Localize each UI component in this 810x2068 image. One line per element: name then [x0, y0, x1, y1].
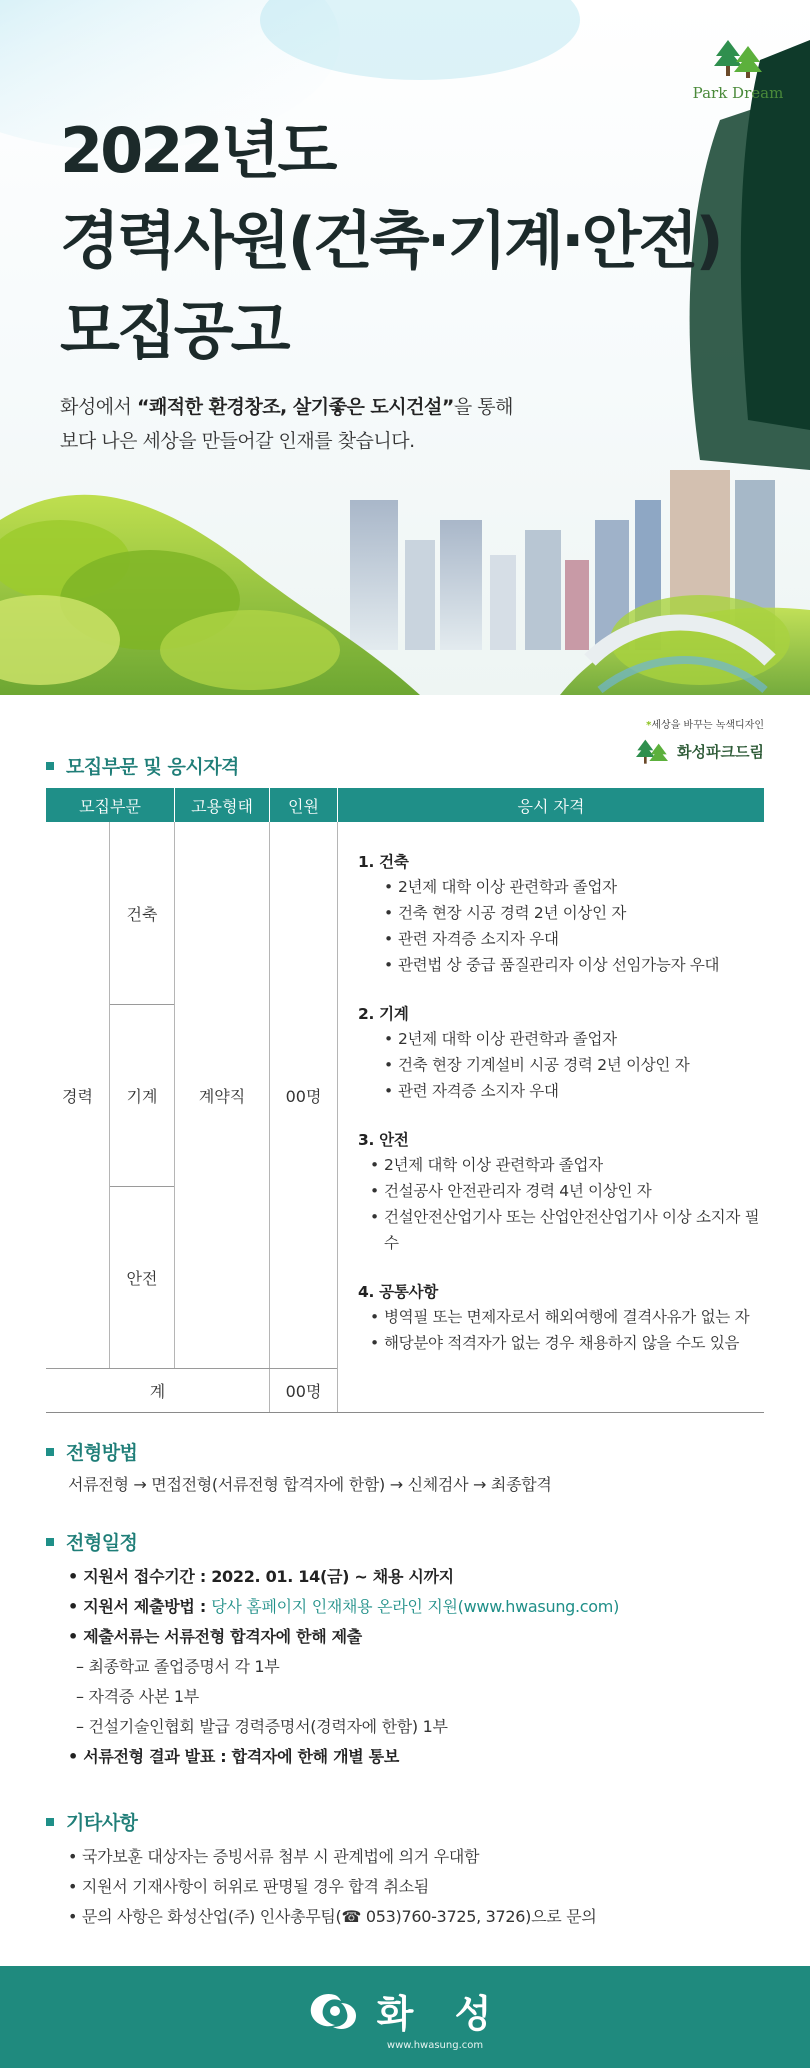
list-item: • 2년제 대학 이상 관련학과 졸업자 [358, 1152, 764, 1178]
subtitle-line2: 보다 나은 세상을 만들어갈 인재를 찾습니다. [60, 430, 415, 452]
group-title: 4. 공통사항 [358, 1283, 438, 1301]
group-title: 1. 건축 [358, 853, 409, 871]
section-title: 모집부문 및 응시자격 [66, 756, 239, 778]
list-item: • 건설안전산업기사 또는 산업안전산업기사 이상 소지자 필수 [358, 1204, 764, 1256]
method-label: • 지원서 제출방법 : [68, 1597, 212, 1616]
employment-type: 계약직 [198, 1086, 246, 1106]
list-item: – 건설기술인협회 발급 경력증명서(경력자에 한함) 1부 [76, 1717, 448, 1736]
list-item: • 문의 사항은 화성산업(주) 인사총무팀(☎ 053)760-3725, 3726)으로 문의 [68, 1907, 597, 1926]
process-text: 서류전형 → 면접전형(서류전형 합격자에 한함) → 신체검사 → 최종합격 [68, 1475, 552, 1494]
page-title [60, 114, 721, 367]
title-year: 2022년도 [60, 114, 335, 187]
subtitle-slogan: “쾌적한 환경창조, 살기좋은 도시건설” [136, 396, 454, 418]
qualification-group [358, 850, 764, 978]
bullet-square-icon [46, 1538, 54, 1546]
section-title: 전형일정 [66, 1532, 138, 1554]
bullet-square-icon [46, 1818, 54, 1826]
title-position: 경력사원(건축·기계·안전) [60, 204, 721, 277]
header-field: 모집부문 [46, 788, 174, 822]
list-item: • 관련법 상 중급 품질관리자 이상 선임가능자 우대 [358, 952, 764, 978]
section-heading-etc [46, 1808, 137, 1835]
qualification-group [358, 1128, 764, 1256]
section-heading-qualifications [46, 752, 239, 779]
list-item: • 건축 현장 시공 경력 2년 이상인 자 [358, 900, 764, 926]
method-link[interactable]: 당사 홈페이지 인재채용 온라인 지원(www.hwasung.com) [211, 1597, 620, 1616]
list-item: – 최종학교 졸업증명서 각 1부 [76, 1657, 280, 1676]
brand-name [633, 737, 764, 765]
category-cell: 경력 [62, 1086, 93, 1106]
brand-slogan [633, 716, 764, 731]
header-count: 인원 [270, 788, 337, 822]
footer-url[interactable]: www.hwasung.com [386, 2040, 484, 2051]
tree-logo-icon [710, 36, 766, 78]
section-heading-process [46, 1438, 137, 1465]
subtitle-suffix: 을 통해 [453, 396, 513, 418]
schedule-list [68, 1562, 619, 1772]
bullet-square-icon [46, 762, 54, 770]
qualifications-list [338, 828, 764, 1380]
subtitle-prefix: 화성에서 [60, 396, 137, 418]
group-title: 2. 기계 [358, 1005, 409, 1023]
field-architecture: 건축 [126, 904, 158, 924]
list-item: • 관련 자격증 소지자 우대 [358, 926, 764, 952]
list-item: • 해당분야 적격자가 없는 경우 채용하지 않을 수도 있음 [358, 1330, 764, 1356]
section-title: 전형방법 [66, 1442, 138, 1464]
list-item: • 2년제 대학 이상 관련학과 졸업자 [358, 874, 764, 900]
tree-logo-icon [633, 737, 671, 765]
total-count: 00명 [285, 1382, 322, 1401]
park-dream-logo [688, 36, 788, 102]
list-item: • 국가보훈 대상자는 증빙서류 첨부 시 관계법에 의거 우대함 [68, 1847, 480, 1866]
table-bottom-line [46, 1412, 764, 1413]
list-item: • 병역필 또는 면제자로서 해외여행에 결격사유가 없는 자 [358, 1304, 764, 1330]
hero-banner [0, 0, 810, 695]
footer-company-name: 화 성 [376, 1992, 506, 2036]
recruitment-table [46, 788, 764, 1412]
headcount: 00명 [285, 1086, 322, 1106]
total-label: 계 [149, 1382, 166, 1401]
footer-bar [0, 1966, 810, 2068]
bullet-square-icon [46, 1448, 54, 1456]
list-item: • 건설공사 안전관리자 경력 4년 이상인 자 [358, 1178, 764, 1204]
list-item: – 자격증 사본 1부 [76, 1687, 199, 1706]
field-safety: 안전 [126, 1269, 158, 1288]
header-divider [337, 788, 338, 822]
header-divider [269, 788, 270, 822]
list-item: • 제출서류는 서류전형 합격자에 한해 제출 [68, 1627, 362, 1646]
slogan-star: * [646, 720, 652, 731]
header-employment: 고용형태 [175, 788, 269, 822]
header-divider [174, 788, 175, 822]
title-notice: 모집공고 [60, 294, 288, 367]
list-item [68, 1562, 619, 1592]
list-item: • 지원서 기재사항이 허위로 판명될 경우 합격 취소됨 [68, 1877, 429, 1896]
list-item [68, 1592, 619, 1622]
list-item: • 서류전형 결과 발표 : 합격자에 한해 개별 통보 [68, 1747, 399, 1766]
qualification-group [358, 1280, 764, 1356]
group-title: 3. 안전 [358, 1131, 409, 1149]
park-dream-text: Park Dream [692, 84, 784, 102]
brand-name-text: 화성파크드림 [677, 742, 764, 761]
field-mechanical: 기계 [126, 1087, 158, 1106]
footer-logo [305, 1983, 506, 2038]
etc-list [68, 1842, 597, 1932]
section-heading-schedule [46, 1528, 137, 1555]
header-qualification: 응시 자격 [338, 788, 764, 822]
hero-subtitle [60, 390, 513, 458]
list-item: • 건축 현장 기계설비 시공 경력 2년 이상인 자 [358, 1052, 764, 1078]
slogan-text: 세상을 바꾸는 녹색디자인 [651, 720, 764, 731]
section-title: 기타사항 [66, 1812, 138, 1834]
hwasung-logo-icon [305, 1989, 363, 2033]
list-item: • 관련 자격증 소지자 우대 [358, 1078, 764, 1104]
list-item: • 2년제 대학 이상 관련학과 졸업자 [358, 1026, 764, 1052]
brand-strip [633, 716, 764, 769]
period-text: • 지원서 접수기간 : 2022. 01. 14(금) ~ 채용 시까지 [68, 1567, 454, 1586]
qualification-group [358, 1002, 764, 1104]
